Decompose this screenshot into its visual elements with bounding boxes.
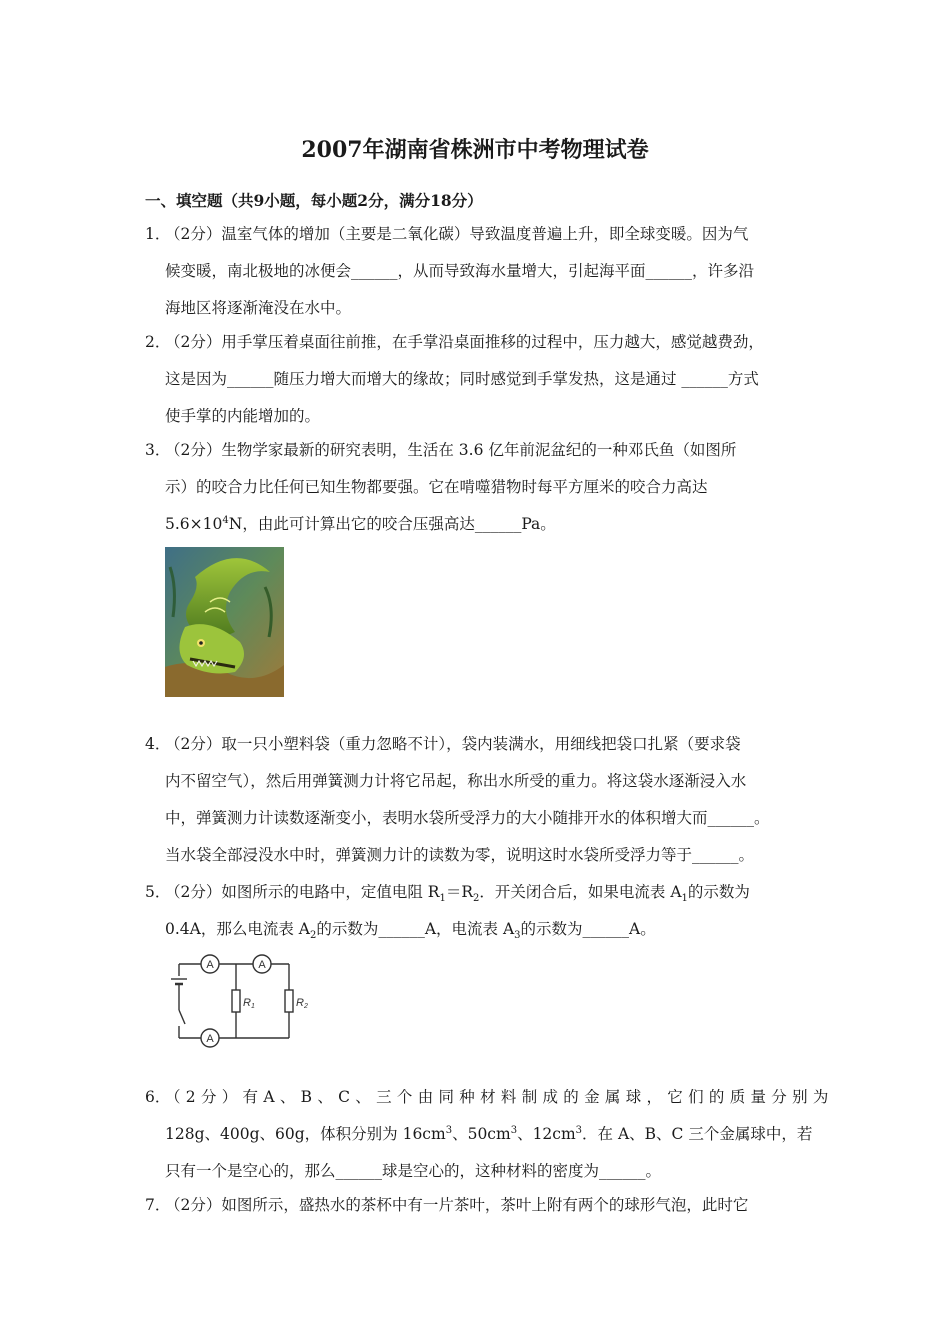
section-heading: 一、填空题（共9小题，每小题2分，满分18分） (145, 191, 483, 210)
question-number: 1． (145, 225, 171, 243)
question-text-line: 当水袋全部浸没水中时，弹簧测力计的读数为零，说明这时水袋所受浮力等于______。 (165, 846, 755, 864)
ammeter-label: A (258, 959, 266, 971)
question-text-line: （2分）生物学家最新的研究表明，生活在 3.6 亿年前泥盆纪的一种邓氏鱼（如图所 (165, 441, 737, 459)
question-text-line: （2分）用手掌压着桌面往前推，在手掌沿桌面推移的过程中，压力越大，感觉越费劲， (165, 333, 764, 351)
question-number: 2． (145, 333, 171, 351)
question-text-line: $5.6\times 10^4N$，由此可计算出它的咬合压强高达______Pa。 (165, 514, 556, 533)
question-4 (145, 726, 810, 874)
question-text-line: 内不留空气），然后用弹簧测力计将它吊起，称出水所受的重力。将这袋水逐渐浸入水 (165, 772, 747, 790)
circuit-diagram (165, 952, 315, 1050)
question-number: 5． (145, 883, 171, 901)
question-number: 6． (145, 1088, 171, 1106)
question-3 (145, 432, 810, 543)
question-1 (145, 216, 810, 327)
r2-label: R2 (296, 997, 308, 1010)
question-number: 3． (145, 441, 171, 459)
question-text-line: 使手掌的内能增加的。 (165, 407, 321, 425)
question-text-line: 128g、400g、60g，体积分别为 $16cm^3$、$50cm^3$、$12cm^3$．在 A、B、C 三个金属球中，若 (165, 1124, 813, 1143)
ammeter-label: A (206, 1033, 214, 1045)
question-2 (145, 324, 810, 435)
question-text-line: （2分）如图所示的电路中，定值电阻 $R_1=R_2$．开关闭合后，如果电流表 $A_1$的示数为 (165, 883, 750, 905)
question-text-line: 海地区将逐渐淹没在水中。 (165, 299, 352, 317)
question-6 (145, 1079, 834, 1190)
question-text-line: 0.4A，那么电流表 $A_2$的示数为______A，电流表 $A_3$的示数为______A。 (165, 920, 656, 942)
question-text-line: （2分）温室气体的增加（主要是二氧化碳）导致温度普遍上升，即全球变暖。因为气 (165, 225, 749, 243)
ammeter-label: A (206, 959, 214, 971)
question-text-line: 只有一个是空心的，那么______球是空心的，这种材料的密度为______。 (165, 1162, 662, 1180)
question-text-line: （2分）有A、B、C、三个由同种材料制成的金属球，它们的质量分别为 (165, 1088, 834, 1106)
question-5 (145, 874, 810, 948)
question-text-line: 示）的咬合力比任何已知生物都要强。它在啃噬猎物时每平方厘米的咬合力高达 (165, 478, 708, 496)
question-text-line: 中，弹簧测力计读数逐渐变小，表明水袋所受浮力的大小随排开水的体积增大而______。 (165, 809, 770, 827)
question-text-line: （2分）取一只小塑料袋（重力忽略不计），袋内装满水，用细线把袋口扎紧（要求袋 (165, 735, 741, 753)
question-text-line: 这是因为______随压力增大而增大的缘故；同时感觉到手掌发热，这是通过 ______方式 (165, 370, 759, 388)
question-number: 7． (145, 1196, 171, 1214)
page-title: 2007年湖南省株洲市中考物理试卷 (301, 137, 649, 163)
question-text-line: 候变暖，南北极地的冰便会______，从而导致海水量增大，引起海平面______，许多沿 (165, 262, 755, 280)
question-text-line: （2分）如图所示，盛热水的茶杯中有一片茶叶，茶叶上附有两个的球形气泡，此时它 (165, 1196, 749, 1214)
fish-image (165, 547, 284, 697)
r1-label: R1 (243, 997, 255, 1010)
question-number: 4． (145, 735, 171, 753)
question-7 (145, 1187, 810, 1224)
